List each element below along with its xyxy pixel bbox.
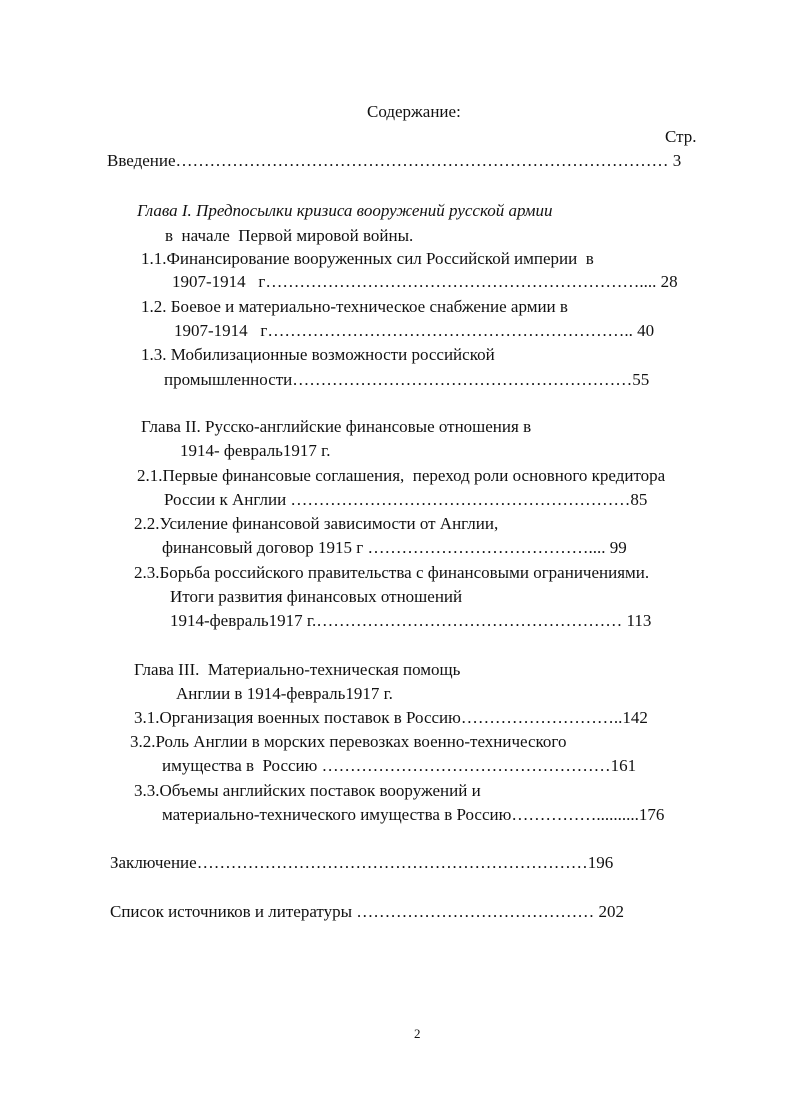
toc-section-2-1-page: России к Англии ……………………………………………………85 (164, 490, 648, 509)
toc-section-1-1-page: 1907-1914 г………………………………………………………….... 28 (172, 272, 678, 291)
toc-section-2-2-page: финансовый договор 1915 г ………………………………….... 99 (162, 538, 627, 557)
toc-section-2-2: 2.2.Усиление финансовой зависимости от Англии, (134, 514, 499, 533)
page-column-header: Стр. (665, 127, 697, 146)
toc-chapter-1-title: Глава I. Предпосылки кризиса вооружений русской армии (137, 201, 553, 220)
toc-section-2-3-cont: Итоги развития финансовых отношений (170, 587, 463, 606)
toc-chapter-3-title: Глава III. Материально-техническая помощь (134, 660, 461, 679)
toc-section-2-3: 2.3.Борьба российского правительства с финансовыми ограничениями. (134, 563, 650, 582)
toc-section-3-2-page: имущества в Россию ……………………………………………161 (162, 756, 637, 775)
toc-section-3-2: 3.2.Роль Англии в морских перевозках военно-технического (130, 732, 567, 751)
toc-entry-bibliography: Список источников и литературы …………………………………… 202 (110, 902, 625, 921)
toc-chapter-2-title-cont: 1914- февраль1917 г. (180, 441, 331, 460)
toc-section-1-1: 1.1.Финансирование вооруженных сил Российской империи в (141, 249, 594, 268)
toc-section-3-1: 3.1.Организация военных поставок в Россию………………………..142 (134, 708, 648, 727)
page-title: Содержание: (367, 102, 461, 121)
toc-section-3-3-page: материально-технического имущества в Россию……………..........176 (162, 805, 665, 824)
toc-entry-introduction: Введение…………………………………………………………………………… 3 (107, 151, 682, 170)
toc-chapter-2-title: Глава II. Русско-английские финансовые отношения в (141, 417, 532, 436)
toc-section-1-2-page: 1907-1914 г……………………………………………………….. 40 (174, 321, 655, 340)
toc-section-2-1: 2.1.Первые финансовые соглашения, переход роли основного кредитора (137, 466, 666, 485)
toc-section-3-3: 3.3.Объемы английских поставок вооружений и (134, 781, 481, 800)
toc-entry-conclusion: Заключение……………………………………………………………196 (110, 853, 614, 872)
toc-section-2-3-page: 1914-февраль1917 г.……………………………………………… 113 (170, 611, 652, 630)
page-number: 2 (414, 1026, 421, 1041)
toc-section-1-3: 1.3. Мобилизационные возможности российской (141, 345, 495, 364)
toc-section-1-3-page: промышленности……………………………………………………55 (164, 370, 650, 389)
toc-chapter-1-title-cont: в начале Первой мировой войны. (165, 226, 414, 245)
toc-section-1-2: 1.2. Боевое и материально-техническое снабжение армии в (141, 297, 568, 316)
toc-chapter-3-title-cont: Англии в 1914-февраль1917 г. (176, 684, 393, 703)
